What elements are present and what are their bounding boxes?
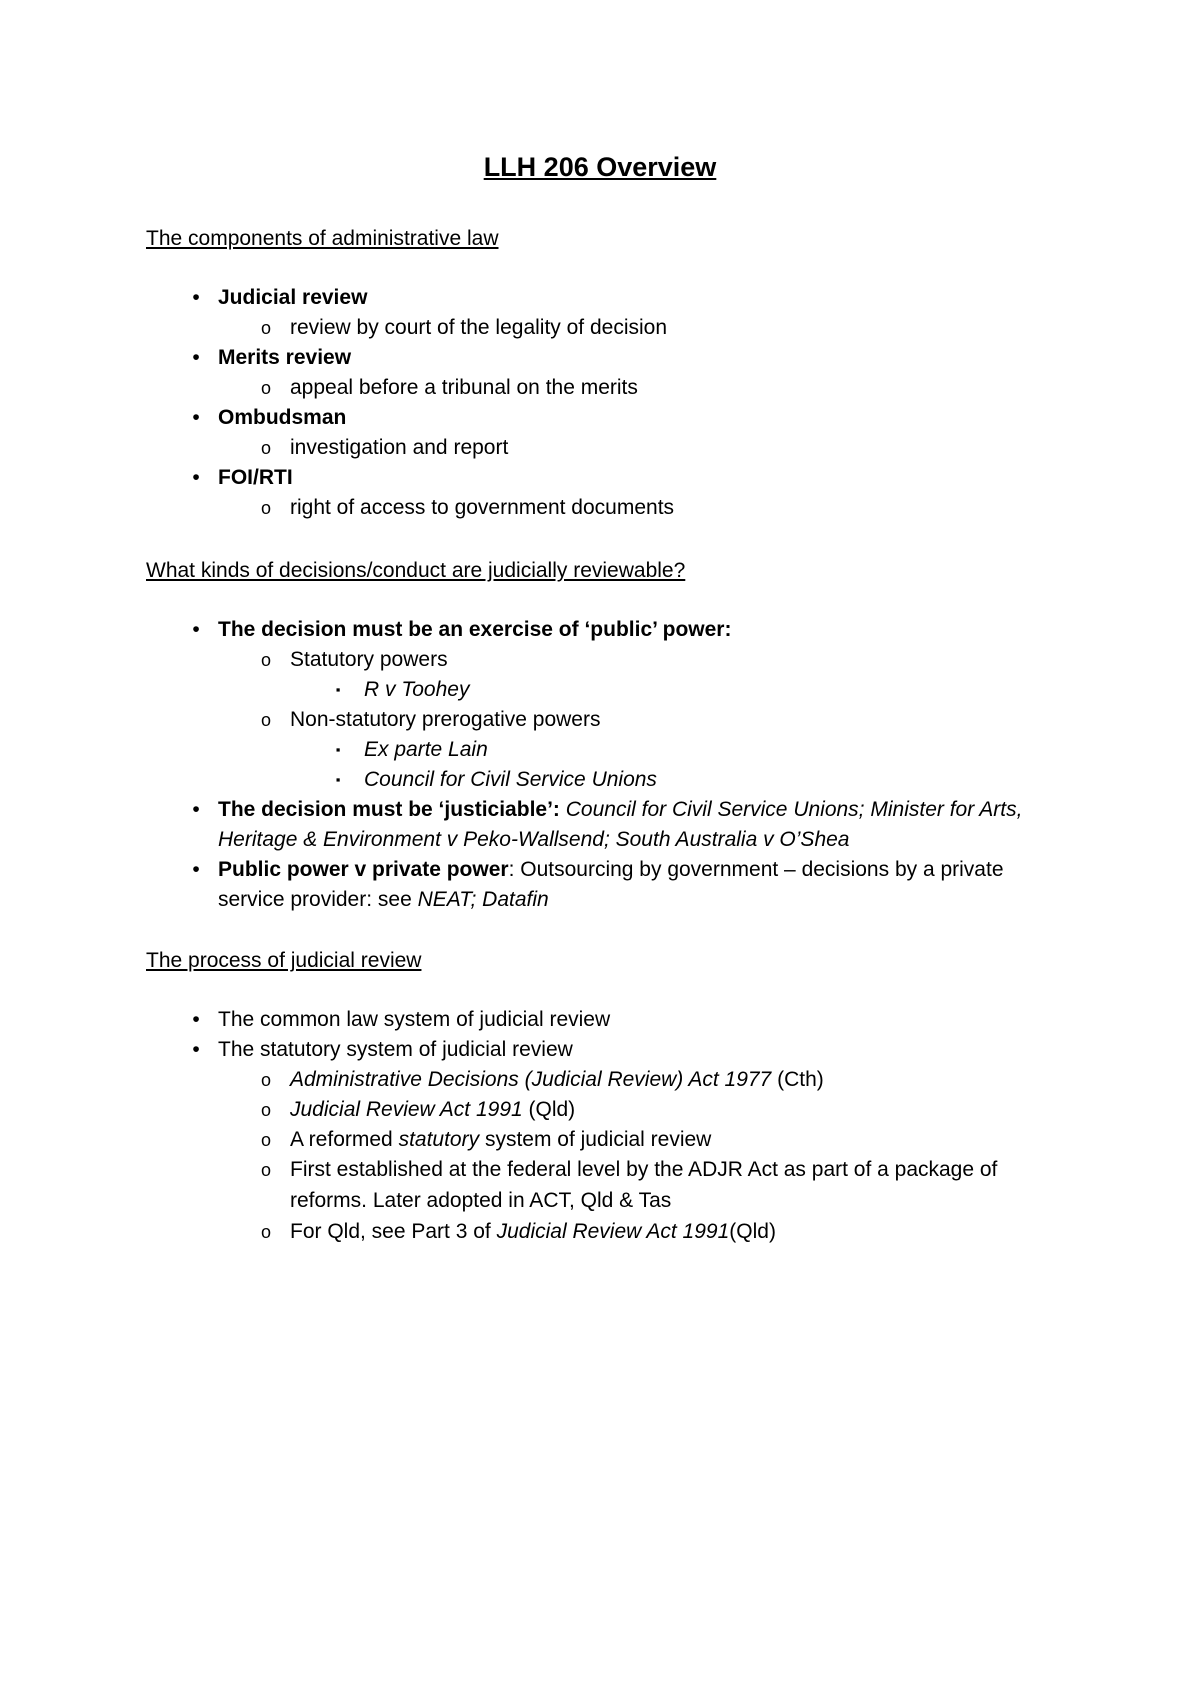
bullet-icon: • (192, 1038, 200, 1061)
circle-bullet-icon: o (260, 1222, 271, 1242)
bullet-icon: • (192, 798, 200, 821)
jurisdiction: (Qld) (729, 1220, 776, 1243)
item-label: Public power v private power (218, 858, 509, 881)
item-text: appeal before a tribunal on the merits (290, 376, 638, 399)
bullet-icon: • (192, 406, 200, 429)
item-label: Ombudsman (218, 406, 347, 429)
case-name: Ex parte Lain (364, 738, 488, 761)
list-item-continuation (218, 886, 549, 914)
bullet-icon: • (192, 1008, 200, 1031)
section-heading: The process of judicial review (146, 949, 422, 972)
item-text: system of judicial review (479, 1128, 712, 1151)
item-text: right of access to government documents (290, 496, 675, 519)
circle-bullet-icon: o (260, 378, 271, 398)
bullet-icon: • (192, 466, 200, 489)
item-label: FOI/RTI (218, 466, 293, 489)
circle-bullet-icon: o (260, 1100, 271, 1120)
item-text: investigation and report (290, 436, 509, 459)
item-emphasis: statutory (398, 1128, 480, 1151)
item-text: A reformed (290, 1128, 399, 1151)
circle-bullet-icon: o (260, 498, 271, 518)
list-item-continuation (218, 826, 849, 854)
square-bullet-icon: ▪ (335, 682, 341, 697)
item-label: The decision must be ‘justiciable’: (218, 798, 560, 821)
jurisdiction: (Qld) (522, 1098, 576, 1121)
section-heading: What kinds of decisions/conduct are judicially reviewable? (146, 559, 686, 582)
item-text: review by court of the legality of decision (290, 316, 668, 339)
circle-bullet-icon: o (260, 1070, 271, 1090)
item-label: Judicial review (218, 286, 368, 309)
section-heading: The components of administrative law (146, 227, 499, 250)
bullet-icon: • (192, 858, 200, 881)
case-name: R v Toohey (364, 678, 470, 701)
act-title: Judicial Review Act 1991 (290, 1098, 523, 1121)
circle-bullet-icon: o (260, 438, 271, 458)
bullet-icon: • (192, 618, 200, 641)
item-text: For Qld, see Part 3 of (290, 1220, 497, 1243)
circle-bullet-icon: o (260, 1160, 271, 1180)
case-list: NEAT; Datafin (417, 888, 549, 911)
circle-bullet-icon: o (260, 318, 271, 338)
case-list: Heritage & Environment v Peko-Wallsend; South Australia v O’Shea (218, 828, 850, 851)
item-label: Merits review (218, 346, 352, 369)
square-bullet-icon: ▪ (335, 772, 341, 787)
item-text: : Outsourcing by government – decisions by a private (508, 858, 1004, 881)
circle-bullet-icon: o (260, 650, 271, 670)
bullet-icon: • (192, 346, 200, 369)
item-label: The decision must be an exercise of ‘public’ power: (218, 618, 732, 641)
bullet-icon: • (192, 286, 200, 309)
item-text: service provider: see (218, 888, 418, 911)
circle-bullet-icon: o (260, 1130, 271, 1150)
item-text: First established at the federal level by the ADJR Act as part of a package of (290, 1158, 998, 1181)
jurisdiction: (Cth) (771, 1068, 824, 1091)
item-text: Non-statutory prerogative powers (290, 708, 601, 731)
case-name: Council for Civil Service Unions (364, 768, 657, 791)
item-text: The common law system of judicial review (218, 1008, 611, 1031)
act-title: Judicial Review Act 1991 (496, 1220, 730, 1243)
item-text: Statutory powers (290, 648, 448, 671)
sub-item-continuation (290, 1187, 671, 1215)
page-title: LLH 206 Overview (483, 152, 717, 182)
square-bullet-icon: ▪ (335, 742, 341, 757)
item-text: reforms. Later adopted in ACT, Qld & Tas (290, 1189, 672, 1212)
circle-bullet-icon: o (260, 710, 271, 730)
case-list: Council for Civil Service Unions; Minister for Arts, (565, 798, 1023, 821)
item-text: The statutory system of judicial review (218, 1038, 573, 1061)
act-title: Administrative Decisions (Judicial Review) Act 1977 (290, 1068, 772, 1091)
